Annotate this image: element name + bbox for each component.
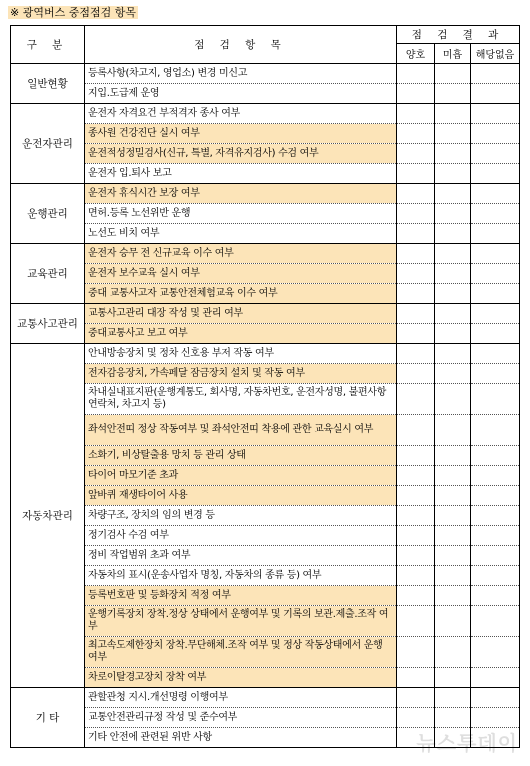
- result-not-applicable-cell[interactable]: [471, 264, 520, 284]
- result-good-cell[interactable]: [397, 688, 435, 708]
- result-not-applicable-cell[interactable]: [471, 466, 520, 486]
- table-row: [11, 546, 520, 566]
- result-not-applicable-cell[interactable]: [471, 364, 520, 384]
- result-insufficient-cell[interactable]: [435, 566, 471, 586]
- check-item: 운전자 휴식시간 보장 여부: [85, 184, 397, 204]
- result-good-cell[interactable]: [397, 415, 435, 446]
- result-not-applicable-cell[interactable]: [471, 244, 520, 264]
- table-row: [11, 164, 520, 184]
- result-insufficient-cell[interactable]: [435, 688, 471, 708]
- result-not-applicable-cell[interactable]: [471, 84, 520, 104]
- result-insufficient-cell[interactable]: [435, 637, 471, 668]
- table-row: [11, 486, 520, 506]
- inspection-table: [10, 25, 520, 748]
- check-item: 차량구조, 장치의 임의 변경 등: [85, 506, 397, 526]
- table-row: [11, 264, 520, 284]
- result-insufficient-cell[interactable]: [435, 364, 471, 384]
- check-item: 등록사항(차고지, 영업소) 변경 미신고: [85, 64, 397, 84]
- result-not-applicable-cell[interactable]: [471, 224, 520, 244]
- check-item: 정비 작업범위 초과 여부: [85, 546, 397, 566]
- check-item: 차내실내표지판(운행계통도, 회사명, 자동차번호, 운전자성명, 불편사항연락처, 차고지 등): [85, 384, 397, 415]
- category-cell: 교육관리: [11, 244, 85, 304]
- result-insufficient-cell[interactable]: [435, 526, 471, 546]
- result-good-cell[interactable]: [397, 144, 435, 164]
- result-good-cell[interactable]: [397, 526, 435, 546]
- result-insufficient-cell[interactable]: [435, 586, 471, 606]
- result-insufficient-cell[interactable]: [435, 184, 471, 204]
- check-item: 중대교통사고 보고 여부: [85, 324, 397, 344]
- check-item: 운전자 승무 전 신규교육 이수 여부: [85, 244, 397, 264]
- result-good-cell[interactable]: [397, 637, 435, 668]
- table-row: [11, 184, 520, 204]
- result-not-applicable-cell[interactable]: [471, 637, 520, 668]
- check-item: 운전자 입.퇴사 보고: [85, 164, 397, 184]
- table-row: [11, 446, 520, 466]
- result-not-applicable-cell[interactable]: [471, 446, 520, 466]
- table-row: [11, 304, 520, 324]
- category-cell: 자동차관리: [11, 344, 85, 688]
- check-item: 중대 교통사고자 교통안전체험교육 이수 여부: [85, 284, 397, 304]
- check-item: 관할관청 지시.개선명령 이행여부: [85, 688, 397, 708]
- result-insufficient-cell[interactable]: [435, 324, 471, 344]
- check-item: 차로이탈경고장치 장착 여부: [85, 668, 397, 688]
- result-good-cell[interactable]: [397, 84, 435, 104]
- result-not-applicable-cell[interactable]: [471, 204, 520, 224]
- result-good-cell[interactable]: [397, 124, 435, 144]
- check-item: 소화기, 비상탈출용 망치 등 관리 상태: [85, 446, 397, 466]
- check-item: 지입.도급제 운영: [85, 84, 397, 104]
- check-item: 기타 안전에 관련된 위반 사항: [85, 728, 397, 748]
- result-not-applicable-cell[interactable]: [471, 144, 520, 164]
- check-item: 운전적성정밀검사(신규, 특별, 자격유지검사) 수검 여부: [85, 144, 397, 164]
- check-item: 타이어 마모기준 초과: [85, 466, 397, 486]
- check-item: 운전자 보수교육 실시 여부: [85, 264, 397, 284]
- check-item: 교통사고관리 대장 작성 및 관리 여부: [85, 304, 397, 324]
- table-row: [11, 204, 520, 224]
- page-title-text: ※ 광역버스 중점점검 항목: [10, 6, 136, 19]
- result-insufficient-cell[interactable]: [435, 446, 471, 466]
- result-not-applicable-cell[interactable]: [471, 344, 520, 364]
- table-row: [11, 606, 520, 637]
- table-row: [11, 84, 520, 104]
- category-cell: 교통사고관리: [11, 304, 85, 344]
- check-item: 교통안전관리규정 작성 및 준수여부: [85, 708, 397, 728]
- result-good-cell[interactable]: [397, 244, 435, 264]
- result-insufficient-cell[interactable]: [435, 84, 471, 104]
- table-row: [11, 415, 520, 446]
- result-insufficient-cell[interactable]: [435, 64, 471, 84]
- check-item: 종사원 건강진단 실시 여부: [85, 124, 397, 144]
- check-item: 전자감응장치, 가속페달 잠금장치 설치 및 작동 여부: [85, 364, 397, 384]
- category-cell: 기 타: [11, 688, 85, 748]
- table-row: [11, 708, 520, 728]
- table-row: [11, 566, 520, 586]
- check-item: 최고속도제한장치 장착.무단해체.조작 여부 및 정상 작동상태에서 운행 여부: [85, 637, 397, 668]
- check-item: 운행기록장치 장착.정상 상태에서 운행여부 및 기록의 보관.제출.조작 여부: [85, 606, 397, 637]
- table-row: [11, 244, 520, 264]
- table-row: [11, 668, 520, 688]
- table-row: [11, 324, 520, 344]
- result-insufficient-cell[interactable]: [435, 344, 471, 364]
- header-insufficient: 미흡: [435, 44, 471, 64]
- result-good-cell[interactable]: [397, 104, 435, 124]
- table-row: [11, 688, 520, 708]
- table-row: [11, 384, 520, 415]
- result-good-cell[interactable]: [397, 224, 435, 244]
- result-not-applicable-cell[interactable]: [471, 415, 520, 446]
- result-good-cell[interactable]: [397, 284, 435, 304]
- result-good-cell[interactable]: [397, 184, 435, 204]
- result-good-cell[interactable]: [397, 364, 435, 384]
- table-row: [11, 637, 520, 668]
- check-item: 앞바퀴 재생타이어 사용: [85, 486, 397, 506]
- result-good-cell[interactable]: [397, 606, 435, 637]
- result-insufficient-cell[interactable]: [435, 466, 471, 486]
- category-cell: 일반현황: [11, 64, 85, 104]
- table-row: [11, 64, 520, 84]
- result-good-cell[interactable]: [397, 446, 435, 466]
- result-not-applicable-cell[interactable]: [471, 304, 520, 324]
- result-insufficient-cell[interactable]: [435, 606, 471, 637]
- result-good-cell[interactable]: [397, 164, 435, 184]
- check-item: 정기검사 수검 여부: [85, 526, 397, 546]
- result-insufficient-cell[interactable]: [435, 546, 471, 566]
- check-item: 운전자 자격요건 부적격자 종사 여부: [85, 104, 397, 124]
- result-not-applicable-cell[interactable]: [471, 668, 520, 688]
- result-good-cell[interactable]: [397, 546, 435, 566]
- table-row: [11, 506, 520, 526]
- inspection-table-body: [11, 64, 520, 748]
- header-not-applicable: 해당없음: [471, 44, 520, 64]
- result-good-cell[interactable]: [397, 708, 435, 728]
- result-good-cell[interactable]: [397, 668, 435, 688]
- table-row: [11, 344, 520, 364]
- table-row: [11, 364, 520, 384]
- result-not-applicable-cell[interactable]: [471, 526, 520, 546]
- table-row: [11, 124, 520, 144]
- check-item: 안내방송장치 및 정차 신호용 부저 작동 여부: [85, 344, 397, 364]
- header-item: 점 검 항 목: [85, 26, 397, 64]
- header-good: 양호: [397, 44, 435, 64]
- result-insufficient-cell[interactable]: [435, 104, 471, 124]
- result-not-applicable-cell[interactable]: [471, 688, 520, 708]
- result-not-applicable-cell[interactable]: [471, 124, 520, 144]
- result-not-applicable-cell[interactable]: [471, 606, 520, 637]
- result-good-cell[interactable]: [397, 384, 435, 415]
- result-not-applicable-cell[interactable]: [471, 566, 520, 586]
- result-insufficient-cell[interactable]: [435, 415, 471, 446]
- result-not-applicable-cell[interactable]: [471, 546, 520, 566]
- category-cell: 운전자관리: [11, 104, 85, 184]
- result-good-cell[interactable]: [397, 324, 435, 344]
- result-good-cell[interactable]: [397, 466, 435, 486]
- result-not-applicable-cell[interactable]: [471, 384, 520, 415]
- result-good-cell[interactable]: [397, 304, 435, 324]
- watermark-logo: 뉴스투데이: [416, 731, 518, 755]
- result-good-cell[interactable]: [397, 64, 435, 84]
- check-item: 좌석안전띠 정상 작동여부 및 좌석안전띠 착용에 관한 교육실시 여부: [85, 415, 397, 446]
- result-insufficient-cell[interactable]: [435, 304, 471, 324]
- result-not-applicable-cell[interactable]: [471, 586, 520, 606]
- result-insufficient-cell[interactable]: [435, 244, 471, 264]
- table-row: [11, 284, 520, 304]
- table-row: [11, 104, 520, 124]
- result-insufficient-cell[interactable]: [435, 486, 471, 506]
- result-not-applicable-cell[interactable]: [471, 184, 520, 204]
- table-row: [11, 466, 520, 486]
- result-good-cell[interactable]: [397, 264, 435, 284]
- result-not-applicable-cell[interactable]: [471, 506, 520, 526]
- check-item: 자동차의 표시(운송사업자 명칭, 자동차의 종류 등) 여부: [85, 566, 397, 586]
- result-good-cell[interactable]: [397, 204, 435, 224]
- result-not-applicable-cell[interactable]: [471, 486, 520, 506]
- table-row: [11, 586, 520, 606]
- result-insufficient-cell[interactable]: [435, 506, 471, 526]
- result-not-applicable-cell[interactable]: [471, 284, 520, 304]
- result-insufficient-cell[interactable]: [435, 708, 471, 728]
- header-result: 점 검 결 과: [397, 26, 520, 44]
- result-insufficient-cell[interactable]: [435, 384, 471, 415]
- result-insufficient-cell[interactable]: [435, 204, 471, 224]
- table-row: [11, 144, 520, 164]
- check-item: 면허.등록 노선위반 운행: [85, 204, 397, 224]
- result-not-applicable-cell[interactable]: [471, 324, 520, 344]
- result-not-applicable-cell[interactable]: [471, 164, 520, 184]
- check-item: 등록번호판 및 등화장치 적정 여부: [85, 586, 397, 606]
- result-not-applicable-cell[interactable]: [471, 64, 520, 84]
- check-item: 노선도 비치 여부: [85, 224, 397, 244]
- result-insufficient-cell[interactable]: [435, 224, 471, 244]
- result-insufficient-cell[interactable]: [435, 284, 471, 304]
- result-not-applicable-cell[interactable]: [471, 708, 520, 728]
- result-insufficient-cell[interactable]: [435, 164, 471, 184]
- result-good-cell[interactable]: [397, 586, 435, 606]
- category-cell: 운행관리: [11, 184, 85, 244]
- result-insufficient-cell[interactable]: [435, 144, 471, 164]
- result-good-cell[interactable]: [397, 486, 435, 506]
- result-good-cell[interactable]: [397, 344, 435, 364]
- header-category: 구 분: [11, 26, 85, 64]
- result-insufficient-cell[interactable]: [435, 124, 471, 144]
- result-good-cell[interactable]: [397, 566, 435, 586]
- table-row: [11, 526, 520, 546]
- result-insufficient-cell[interactable]: [435, 668, 471, 688]
- result-insufficient-cell[interactable]: [435, 264, 471, 284]
- result-not-applicable-cell[interactable]: [471, 104, 520, 124]
- result-good-cell[interactable]: [397, 506, 435, 526]
- page-title: [8, 4, 138, 22]
- table-row: [11, 224, 520, 244]
